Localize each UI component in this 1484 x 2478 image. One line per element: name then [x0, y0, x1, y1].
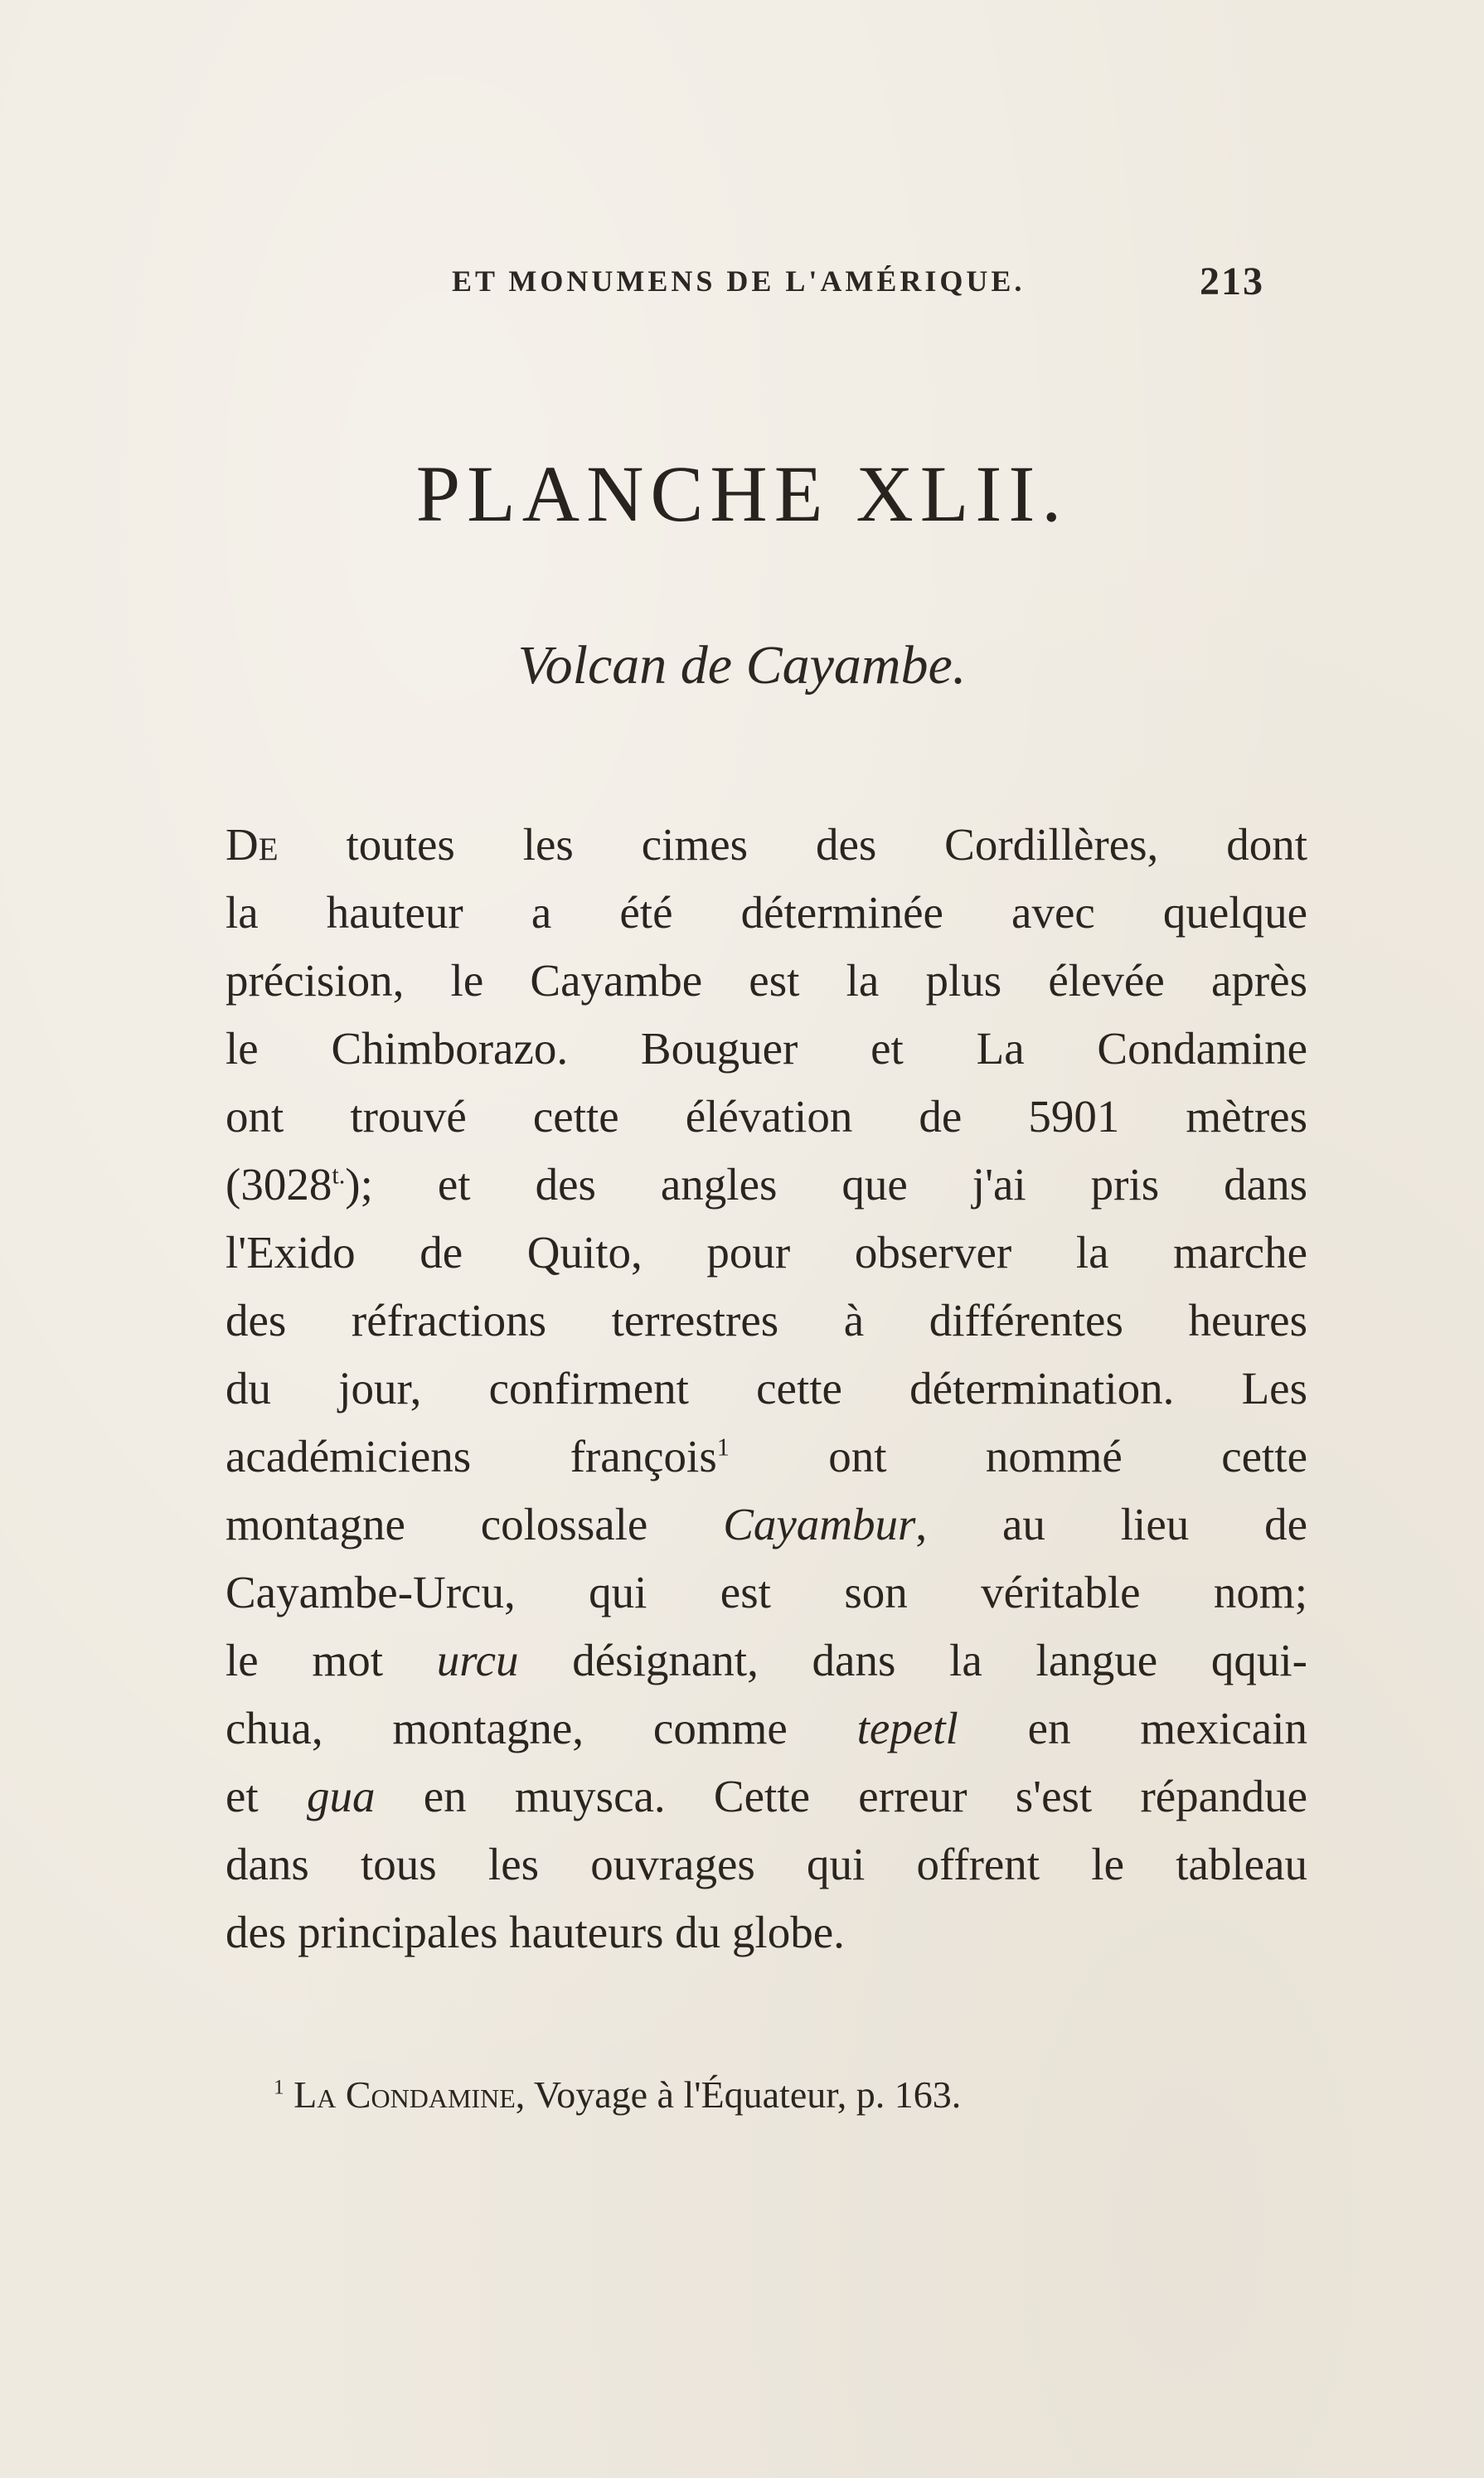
- text-line: dans tous les ouvrages qui offrent le tableau: [226, 1839, 1307, 1889]
- line-text: montagne colossale: [226, 1499, 724, 1549]
- italic-word: Cayambur: [723, 1499, 916, 1549]
- italic-word: urcu: [436, 1635, 519, 1685]
- italic-word: gua: [306, 1771, 376, 1821]
- text-line: des réfractions terrestres à différentes heures: [226, 1295, 1307, 1346]
- text-line: l'Exido de Quito, pour observer la marche: [226, 1227, 1307, 1278]
- text-line: [226, 1151, 1307, 1219]
- footnote-marker: 1: [274, 2075, 284, 2099]
- page-number: 213: [1200, 259, 1264, 303]
- italic-word: tepetl: [856, 1703, 958, 1753]
- footnote-text: , Voyage à l'Équateur, p. 163.: [515, 2073, 962, 2116]
- line-text: ); et des angles que j'ai pris dans: [345, 1159, 1307, 1210]
- line-text: académiciens françois: [226, 1431, 717, 1481]
- drop-cap: De: [226, 819, 279, 870]
- running-head: [452, 259, 1264, 313]
- text-line: [226, 1491, 1307, 1559]
- line-text: et: [226, 1771, 307, 1821]
- footnote: [274, 2073, 1268, 2117]
- line-text: , au lieu de: [915, 1499, 1307, 1549]
- footnote-ref: 1: [716, 1433, 730, 1462]
- text-line: ont trouvé cette élévation de 5901 mètres: [226, 1091, 1307, 1142]
- line-text: (3028: [226, 1159, 332, 1210]
- text-line: la hauteur a été déterminée avec quelque: [226, 887, 1307, 938]
- text-line: [226, 1695, 1307, 1763]
- body-paragraph: [226, 811, 1307, 1966]
- text-line: précision, le Cayambe est la plus élevée après: [226, 955, 1307, 1006]
- running-head-title: ET MONUMENS DE L'AMÉRIQUE.: [452, 264, 1026, 298]
- text-line: Cayambe-Urcu, qui est son véritable nom;: [226, 1567, 1307, 1617]
- footnote-author: La Condamine: [293, 2073, 516, 2116]
- text-line: [226, 1763, 1307, 1831]
- text-line: le Chimborazo. Bouguer et La Condamine: [226, 1023, 1307, 1074]
- line-text: désignant, dans la langue qqui-: [518, 1635, 1307, 1685]
- text-line: des principales hauteurs du globe.: [226, 1907, 845, 1957]
- line-text: chua, montagne, comme: [226, 1703, 857, 1753]
- line-text: toutes les cimes des Cordillères, dont: [278, 819, 1307, 870]
- text-line: [226, 1423, 1307, 1491]
- plate-title: PLANCHE XLII.: [415, 449, 1069, 538]
- text-line: du jour, confirment cette détermination. Les: [226, 1363, 1307, 1414]
- toise-unit: t.: [332, 1161, 346, 1190]
- text-line: [226, 1627, 1307, 1695]
- line-text: ont nommé cette: [729, 1431, 1307, 1481]
- line-text: le mot: [226, 1635, 437, 1685]
- line-text: en mexicain: [958, 1703, 1307, 1753]
- plate-subtitle: Volcan de Cayambe.: [517, 635, 967, 696]
- text-line: [226, 811, 1307, 879]
- line-text: en muysca. Cette erreur s'est répandue: [375, 1771, 1308, 1821]
